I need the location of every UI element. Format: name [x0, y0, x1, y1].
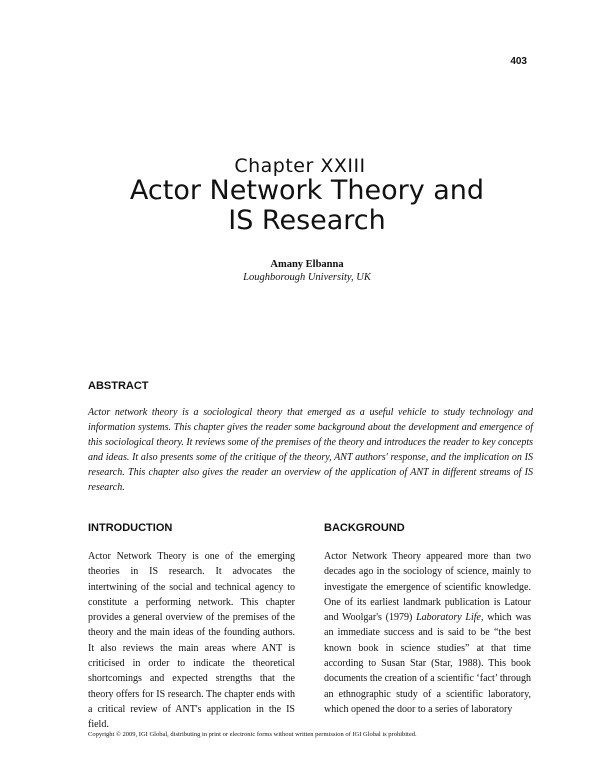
- background-heading: BACKGROUND: [324, 522, 405, 534]
- chapter-title-line-1: Actor Network Theory and: [129, 175, 485, 206]
- introduction-text: Actor Network Theory is one of the emerging theories in IS research. It advocates the intertwining of the social and technical agency to constitute a performing network. This chapter provides a general overview of the premises of the theory and the main ideas of the founding authors. It also reviews the main areas where ANT is criticised in order to indicate the theoretical shortcomings and expected strengths that the theory offers for IS research. The chapter ends with a critical review of ANT's application in the IS field.: [88, 551, 295, 731]
- book-title: Laboratory Life: [416, 612, 481, 624]
- author-affiliation: Loughborough University, UK: [243, 272, 371, 283]
- page-number: 403: [510, 56, 527, 67]
- chapter-label: Chapter XXIII: [234, 155, 366, 177]
- background-text-part-2: , which was an immediate success and is said to be “the best known book in science studies” at that time according to Susan Star (Star, 1988). This book documents the creation of a scientific ‘fact’ through an ethnographic study of a scientific laboratory, which opened the door to a series of laboratory: [324, 612, 532, 715]
- author-name: Amany Elbanna: [270, 259, 344, 270]
- copyright-footer: Copyright © 2009, IGI Global, distributing in print or electronic forms without written permission of IGI Global is prohibited.: [88, 731, 417, 738]
- chapter-title-line-2: IS Research: [228, 205, 386, 236]
- abstract-heading: ABSTRACT: [88, 380, 149, 392]
- background-text-part-1: Actor Network Theory appeared more than two decades ago in the sociology of science, mainly to investigate the emergence of scientific knowledge. One of its earliest landmark publication is Latour and Woolgar's (1979): [324, 551, 531, 624]
- background-text: [324, 549, 531, 717]
- abstract-text: Actor network theory is a sociological theory that emerged as a useful vehicle to study technology and information systems. This chapter gives the reader some background about the development and emergence of this sociological theory. It reviews some of the premises of the theory and introduces the reader to key concepts and ideas. It also presents some of the critique of the theory, ANT authors' response, and the implication on IS research. This chapter also gives the reader an overview of the application of ANT in different streams of IS research.: [88, 407, 533, 493]
- introduction-heading: INTRODUCTION: [88, 522, 173, 534]
- chapter-title: [0, 176, 600, 236]
